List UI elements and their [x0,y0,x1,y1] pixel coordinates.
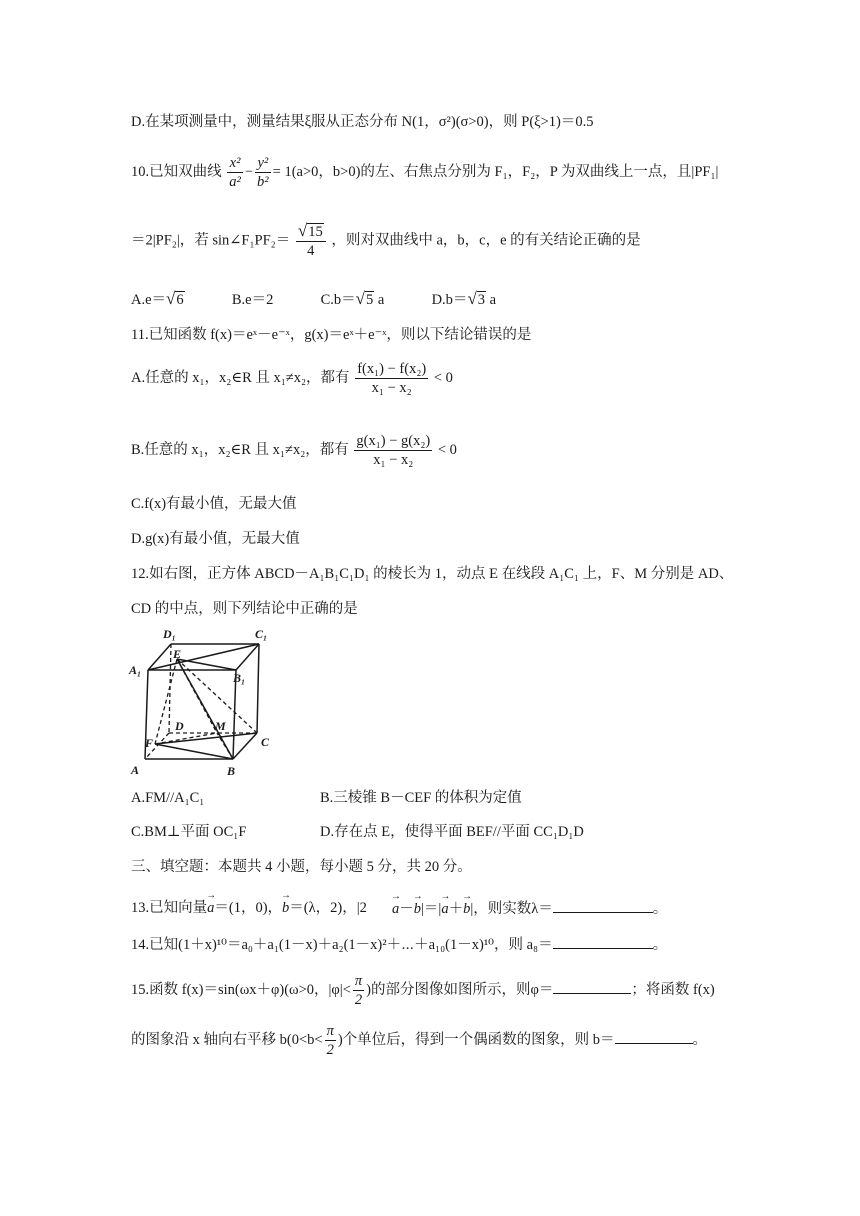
label-b: B [227,764,236,778]
q13: 13.已知向量→ a＝(1，0)，→ b＝(λ，2)，|2 [131,898,367,918]
label-f: F [145,736,154,750]
q12-option-c: C.BM⊥平面 OC₁F [131,824,247,840]
q15-b-blank[interactable] [615,1029,693,1044]
q10-prefix: 10.已知双曲线 [131,163,222,180]
fraction-x2-a2: $\frac{\text{x²}}{\text{a²}}$ [229,155,241,190]
q10-option-b: B.e＝2 [231,292,274,308]
q12-stem-line2: CD 的中点，则下列结论中正确的是 [131,601,358,617]
q10-stem-line1: 10.已知双曲线 $\frac{\text{x²}}{\text{a²}}$ − $\frac{\text{y²}}{\text{b²}}$ = 1(a>0，b>0)的左、右焦点分别为 F₁，F₂，P 为双曲线上一点，且|PF₁| [131,155,719,190]
q11-option-c: C.f(x)有最小值，无最大值 [131,496,297,512]
fraction-sqrt15-over-4: $\frac{√15}{4}$ [296,222,326,260]
q12-option-a: A.FM//A₁C₁ [131,790,205,806]
q13-answer-blank[interactable] [553,898,653,913]
q12-options-row1 [131,788,204,808]
q10-condition: (a>0，b>0)的左、右焦点分别为 F₁，F₂，P 为双曲线上一点，且|PF₁| [291,163,719,180]
fraction-y2-b2: $\frac{\text{y²}}{\text{b²}}$ [257,155,269,190]
vector-b: → b [282,898,289,918]
q11-option-a: A.任意的 x₁，x₂∈R 且 x₁≠x₂，都有 $\frac{\text{f(x₁) − f(x₂)}}{\text{x₁ − x₂}}$ < 0 [131,361,453,396]
fraction-pi-over-2-b: $\frac{\pi}{2}$ [326,1023,334,1058]
fraction-pi-over-2: $\frac{\pi}{2}$ [354,973,363,1008]
q15-line2: 的图象沿 x 轴向右平移 b(0<b< $\frac{\pi}{2}$ )个单位后，得到一个偶函数的图象，则 b＝ 。 [131,1023,708,1058]
q11-stem: 11.已知函数 f(x)＝eˣ－e⁻ˣ，g(x)＝eˣ＋e⁻ˣ，则以下结论错误的是 [131,327,532,343]
q10-option-c: C.b＝√5 a [320,289,385,308]
label-d: D [175,719,184,733]
fraction-f-diff: $\frac{\text{f(x₁) − f(x₂)}}{\text{x₁ − x₂}}$ [357,361,427,396]
label-d1: D₁ [163,627,176,641]
q15-line1: 15.函数 f(x)＝sin(ωx＋φ)(ω>0，|φ|< $\frac{\pi}{2}$ )的部分图像如图所示，则φ＝ ；将函数 f(x) [131,973,715,1008]
q14: 14.已知(1＋x)¹⁰＝a₀＋a₁(1－x)＋a₂(1－x)²＋⋯＋a₁₀(1－x)¹⁰，则 a₈＝ 。 [131,934,667,955]
label-a1: A₁ [129,663,142,677]
q12-option-b: B.三棱锥 B－CEF 的体积为定值 [320,790,522,806]
q13-rest: → a－→ b|＝|→ a＋→ b|，则实数λ＝ 。 [392,898,667,919]
q14-answer-blank[interactable] [553,934,653,949]
q15-phi-blank[interactable] [553,979,631,994]
q11-option-b: B.任意的 x₁，x₂∈R 且 x₁≠x₂，都有 $\frac{\text{g(x₁) − g(x₂)}}{\text{x₁ − x₂}}$ < 0 [131,433,457,468]
q11-option-d: D.g(x)有最小值，无最大值 [131,531,300,547]
q10-options [131,289,496,310]
label-c: C [261,735,270,749]
q12-stem-line1: 12.如右图，正方体 ABCD－A₁B₁C₁D₁ 的棱长为 1，动点 E 在线段 A₁C₁ 上，F、M 分别是 AD、 [131,566,734,582]
label-m: M [215,719,226,733]
label-a: A [131,763,140,777]
q12-option-d: D.存在点 E，使得平面 BEF//平面 CC₁D₁D [320,824,584,840]
fraction-g-diff: $\frac{\text{g(x₁) − g(x₂)}}{\text{x₁ − x₂}}$ [356,433,431,468]
q10-option-d: D.b＝√3 a [431,289,497,308]
q10-stem-line2: ＝2|PF₂|，若 sin∠F₁PF₂＝ $\frac{√15}{4}$ ，则对双曲线中 a，b，c，e 的有关结论正确的是 [131,221,641,259]
cube-diagram [125,622,285,782]
section-3-heading: 三、填空题：本题共 4 小题，每小题 5 分，共 20 分。 [131,859,472,875]
label-b1: B₁ [233,671,246,685]
q10-option-a: A.e＝√6 [131,289,184,308]
label-e: E [173,647,182,661]
vector-a: → a [207,898,214,918]
q9-option-d: D.在某项测量中，测量结果ξ服从正态分布 N(1，σ²)(σ>0)，则 P(ξ>1)＝0.5 [131,114,594,130]
label-c1: C₁ [255,627,268,641]
